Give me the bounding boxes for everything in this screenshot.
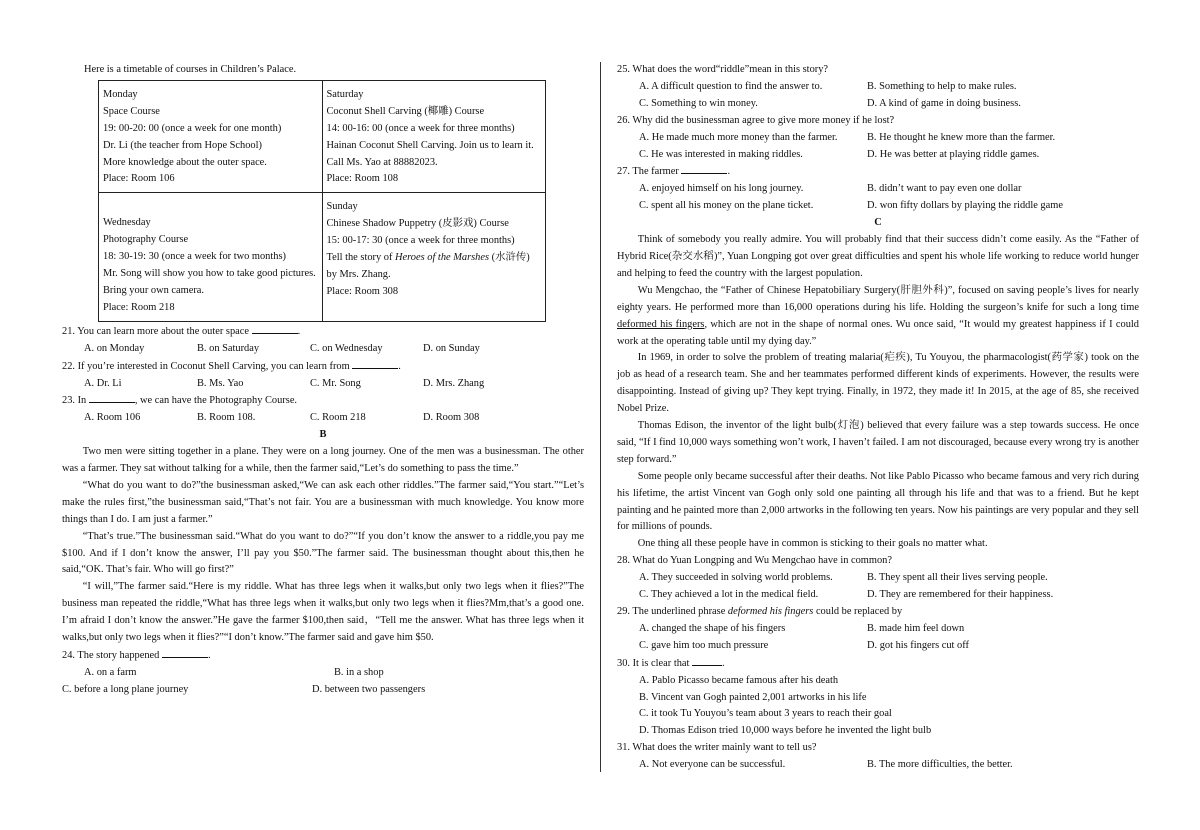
passage-c-paragraph: Thomas Edison, the inventor of the light bulb(灯泡) believed that every failure was a step towards success. He once said, “If I find 10,000 ways something won’t work, I haven’t failed. I am not discouraged, because every wrong try is another step forward.” — [617, 420, 1139, 465]
section-c-heading: C — [874, 217, 882, 229]
question-31: 31. What does the writer mainly want to tell us? — [617, 742, 817, 754]
q28-options-cd: C. They achieved a lot in the medical field. D. They are remembered for their happiness. — [639, 589, 1054, 601]
q30-option-c: C. it took Tu Youyou’s team about 3 years to reach their goal — [639, 708, 892, 720]
q30-option-b: B. Vincent van Gogh painted 2,001 artworks in his life — [639, 691, 867, 703]
question-28: 28. What do Yuan Longping and Wu Mengchao have in common? — [617, 555, 892, 567]
question-26: 26. Why did the businessman agree to give more money if he lost? — [617, 114, 895, 126]
passage-c-paragraph: In 1969, in order to solve the problem of treating malaria(疟疾), Tu Youyou, the pharmacologist(药学家) took on the job as head of a research team. She and her teammates performed different kinds of experiments. However, the results were disappointing. Instead of giving up? They kept trying. Finally, in 1972, they made it! In 2015, at the age of 85, she received Nobel Prize. — [617, 352, 1139, 415]
left-column — [62, 62, 584, 699]
q25-options-cd: C. Something to win money. D. A kind of game in doing business. — [639, 97, 1021, 109]
passage-c-paragraph: One thing all these people have in common is sticking to their goals no matter what. — [637, 538, 988, 550]
q24-options-ab: A. on a farm B. in a shop — [84, 666, 384, 678]
passage-b-paragraph: Two men were sitting together in a plane. They were on a long journey. One of the men was a businessman. The other was a farmer. They sat without talking for a while, then the farmer said,“Let’s do something to pass the time.” — [62, 446, 584, 475]
right-column — [617, 62, 1139, 774]
course-timetable — [98, 80, 546, 322]
question-21: 21. You can learn more about the outer space . — [62, 323, 584, 341]
passage-c-paragraph: Wu Mengchao, the “Father of Chinese Hepatobiliary Surgery(肝胆外科)”, focused on saving people’s lives for nearly eighty years. He performed more than 16,000 operations during his life. Holding the surgeon’s knife for such a long time deformed his fingers, which are not in the shape of normal ones. Wu once said, “It would my greatest happiness if I could work at the operating table until my dying day.” — [617, 284, 1139, 347]
q27-options-ab: A. enjoyed himself on his long journey. B. didn’t want to pay even one dollar — [639, 183, 1022, 195]
passage-b-paragraph: “I will,”The farmer said.“Here is my riddle. What has three legs when it walks,but only two legs when it flies?”The business man repeated the riddle,“What has three legs when it walks,but only two legs when it flies?Mm,that’s a good one. I’m afraid I don’t know the answer.”He gave the farmer $100,then said，“Tell me the answer. What has three legs when it walks,but only two legs when it flies?”“I don’t know.”The farmer said and gave him $50. — [62, 581, 584, 644]
wednesday-cell: Wednesday Photography Course 18: 30-19: 30 (once a week for two months) Mr. Song will show you how to take good pictures. Bring your own camera. Place: Room 218 — [99, 193, 323, 321]
passage-c-paragraph: Think of somebody you really admire. You will probably find that their success didn’t come easily. As the “Father of Hybrid Rice(杂交水稻)”, Yuan Longping got over great difficulties and spent his whole life working to reduce world hunger and helping to feed the country with the largest population. — [617, 234, 1139, 279]
q29-options-ab: A. changed the shape of his fingers B. made him feel down — [639, 622, 965, 634]
timetable-intro: Here is a timetable of courses in Children’s Palace. — [84, 64, 297, 75]
question-24: 24. The story happened . — [62, 647, 584, 665]
question-23: 23. In , we can have the Photography Course. — [62, 392, 584, 410]
sunday-cell: Sunday Chinese Shadow Puppetry (皮影戏) Course 15: 00-17: 30 (once a week for three months) Tell the story of Heroes of the Marshes (水浒传) by Mrs. Zhang. Place: Room 308 — [322, 193, 546, 321]
saturday-cell: Saturday Coconut Shell Carving (椰雕) Course 14: 00-16: 00 (once a week for three months) Hainan Coconut Shell Carving. Join us to learn it. Call Ms. Yao at 88882023. Place: Room 108 — [322, 80, 546, 192]
q27-options-cd: C. spent all his money on the plane ticket. D. won fifty dollars by playing the riddle game — [639, 200, 1063, 212]
q23-options: A. Room 106 B. Room 108. C. Room 218 D. Room 308 — [84, 412, 480, 424]
q24-options-cd: C. before a long plane journey D. between two passengers — [62, 683, 426, 695]
question-29: 29. The underlined phrase deformed his fingers could be replaced by — [617, 606, 903, 617]
column-divider — [600, 62, 601, 772]
passage-b-paragraph: “That’s true.”The businessman said.“What do you want to do?”“If you don’t know the answer to a riddle,you pay me $100. And if I don’t know the answer, I’ll pay you $50.”The farmer said. The businessman thought about this,then he said,“OK. That’s fair. Who will go first?” — [62, 530, 584, 576]
passage-c-paragraph: Some people only became successful after their deaths. Not like Pablo Picasso who became famous and very rich during his lifetime, the artist Vincent van Gogh only sold one painting all through his life and that was to a friend. But he kept painting and he painted more than 2,000 artworks in the following ten years. Now his paintings are very popular and they sell for millions of pounds. — [617, 470, 1140, 533]
q28-options-ab: A. They succeeded in solving world problems. B. They spent all their lives serving people. — [639, 572, 1048, 584]
q31-options-ab: A. Not everyone can be successful. B. The more difficulties, the better. — [639, 759, 1013, 771]
passage-b-paragraph: “What do you want to do?”the businessman asked,“We can ask each other riddles.”The farmer said,“You start.”“Let’s make the rules first,”the businessman said,“That’s not fair. You are a businessman with much knowledge. You know more things than I do. I am just a farmer.” — [62, 479, 584, 525]
question-25: 25. What does the word“riddle”mean in this story? — [617, 64, 829, 75]
q26-options-cd: C. He was interested in making riddles. D. He was better at playing riddle games. — [639, 148, 1040, 160]
monday-cell: Monday Space Course 19: 00-20: 00 (once a week for one month) Dr. Li (the teacher from Hope School) More knowledge about the outer space. Place: Room 106 — [99, 80, 323, 192]
question-22: 22. If you’re interested in Coconut Shell Carving, you can learn from . — [62, 358, 584, 376]
q30-option-d: D. Thomas Edison tried 10,000 ways before he invented the light bulb — [639, 725, 932, 737]
question-30: 30. It is clear that . — [617, 655, 1139, 673]
section-b-heading: B — [319, 429, 327, 441]
q29-options-cd: C. gave him too much pressure D. got his fingers cut off — [639, 639, 969, 651]
q30-option-a: A. Pablo Picasso became famous after his death — [639, 674, 839, 686]
q25-options-ab: A. A difficult question to find the answer to. B. Something to help to make rules. — [639, 80, 1017, 92]
q21-options: A. on Monday B. on Saturday C. on Wednesday D. on Sunday — [84, 342, 480, 354]
q22-options: A. Dr. Li B. Ms. Yao C. Mr. Song D. Mrs. Zhang — [84, 377, 485, 389]
q26-options-ab: A. He made much more money than the farmer. B. He thought he knew more than the farmer. — [639, 131, 1056, 143]
question-27: 27. The farmer . — [617, 163, 1139, 181]
